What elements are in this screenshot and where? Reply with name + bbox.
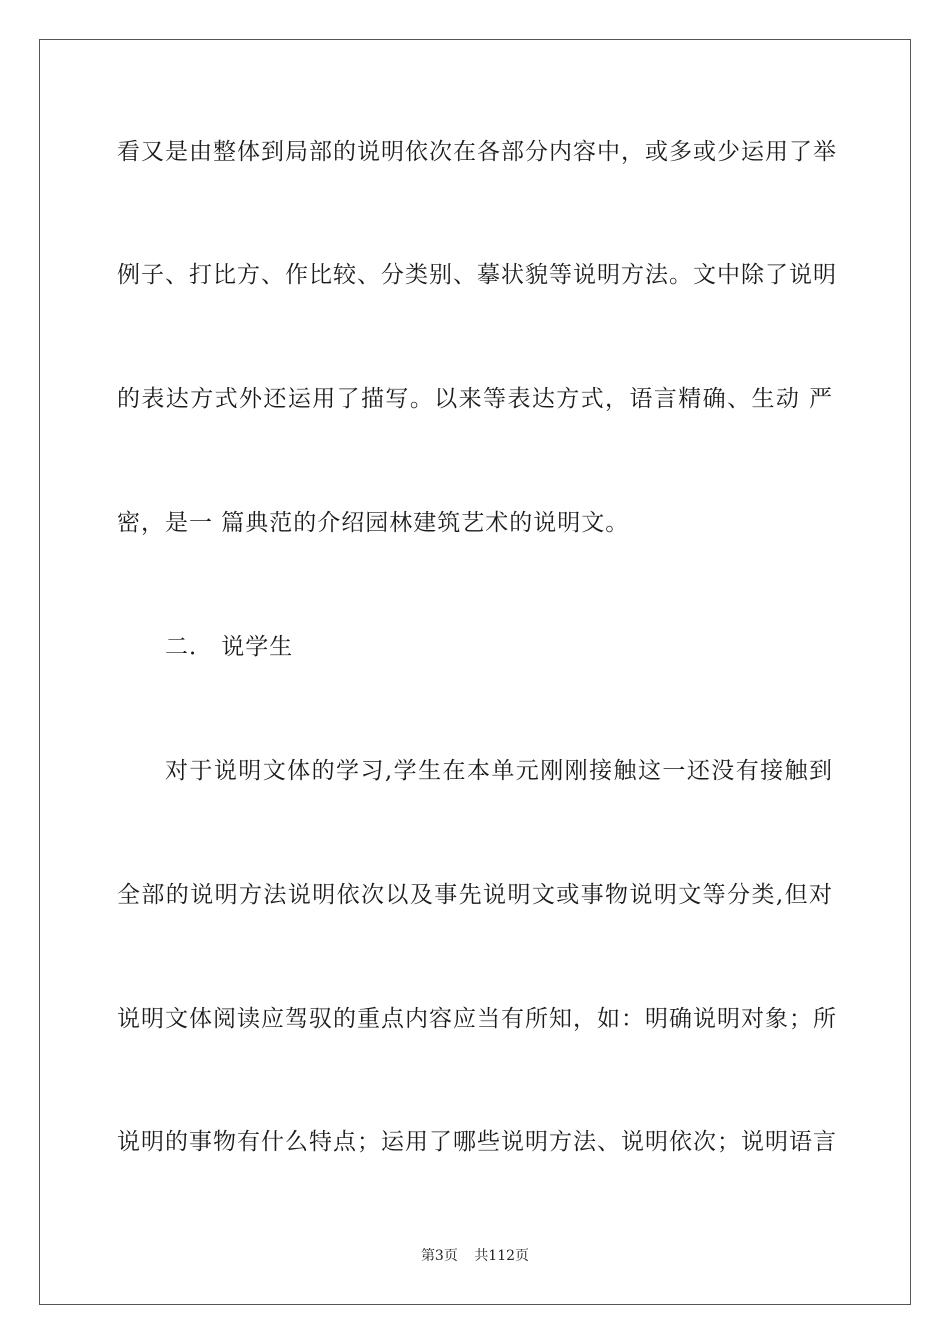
page-border — [39, 39, 911, 1305]
body-line-2: 例子、打比方、作比较、分类别、摹状貌等说明方法。文中除了说明 — [117, 262, 837, 288]
page-number: 第3页 — [420, 1248, 458, 1264]
section-heading: 二． 说学生 — [165, 634, 294, 660]
body-line-7: 全部的说明方法说明依次以及事先说明文或事物说明文等分类,但对 — [117, 882, 833, 908]
body-line-9: 说明的事物有什么特点；运用了哪些说明方法、说明依次；说明语言 — [117, 1129, 837, 1155]
body-line-4: 密，是一 篇典范的介绍园林建筑艺术的说明文。 — [117, 510, 630, 536]
body-line-8: 说明文体阅读应驾驭的重点内容应当有所知，如：明确说明对象；所 — [117, 1006, 837, 1032]
body-line-6: 对于说明文体的学习,学生在本单元刚刚接触这一还没有接触到 — [165, 758, 833, 784]
body-line-3: 的表达方式外还运用了描写。以来等表达方式，语言精确、生动 严 — [117, 386, 833, 412]
page-total: 共112页 — [474, 1248, 530, 1264]
body-line-1: 看又是由整体到局部的说明依次在各部分内容中，或多或少运用了举 — [117, 139, 837, 165]
page-footer — [0, 1247, 950, 1265]
